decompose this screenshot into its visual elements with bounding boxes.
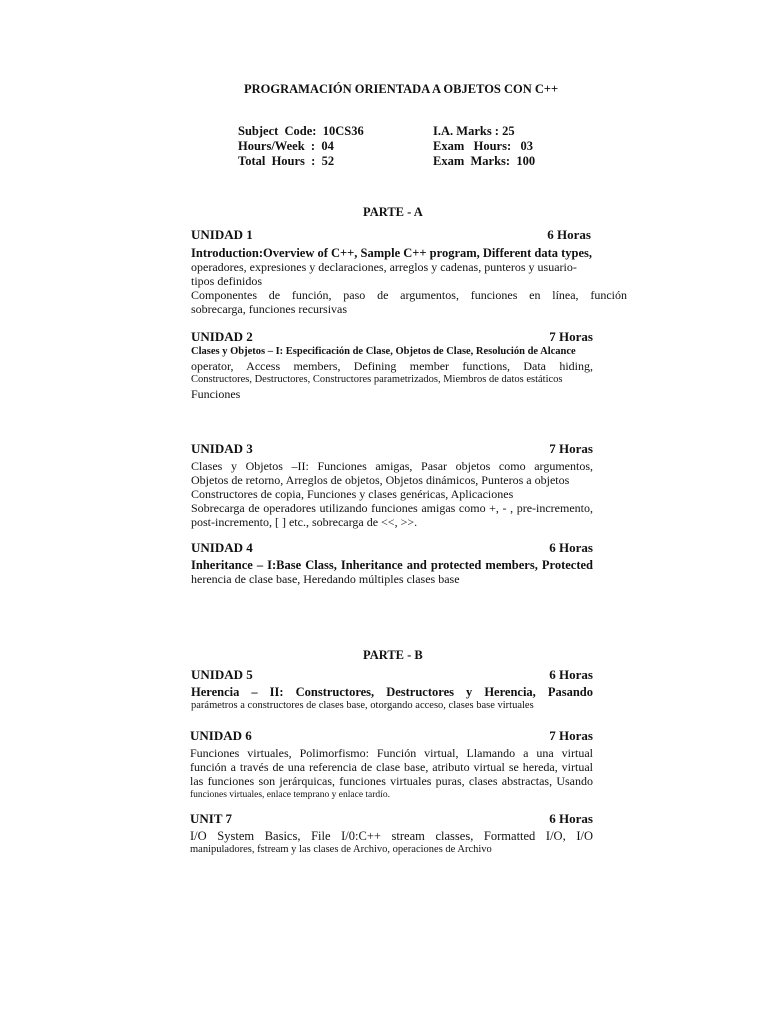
document-title: PROGRAMACIÓN ORIENTADA A OBJETOS CON C++: [244, 82, 559, 96]
unit-7: [190, 811, 593, 857]
exam-marks: Exam Marks: 100: [433, 154, 536, 168]
unit-header: [191, 540, 593, 558]
unit-line: Objetos de retorno, Arreglos de objetos, Objetos dinámicos, Punteros a objetos: [191, 473, 570, 487]
unit-header: [191, 227, 591, 245]
section-heading-part-a: PARTE - A: [363, 205, 423, 219]
unit-line: las funciones son jerárquicas, funciones virtuales puras, clases abstractas, Usando: [190, 774, 593, 788]
subject-code: Subject Code: 10CS36: [238, 124, 364, 138]
ia-marks: I.A. Marks : 25: [433, 124, 515, 138]
unit-line: Constructores, Destructores, Constructores parametrizados, Miembros de datos estáticos: [191, 374, 563, 385]
unit-line: tipos definidos: [191, 274, 262, 288]
unit-line: Introduction:Overview of C++, Sample C++ program, Different data types,: [191, 246, 593, 260]
unit-line: post-incremento, [ ] etc., sobrecarga de <<, >>.: [191, 515, 418, 529]
unit-title: UNIDAD 1: [191, 227, 253, 242]
course-info-right: [433, 124, 535, 169]
section-heading-part-b: PARTE - B: [363, 648, 423, 662]
unit-line: Inheritance – I:Base Class, Inheritance and protected members, Protected: [191, 558, 593, 572]
unit-line: Sobrecarga de operadores utilizando funciones amigas como +, - , pre-incremento,: [191, 501, 593, 515]
unit-header: [191, 667, 593, 685]
unit-line: Constructores de copia, Funciones y clases genéricas, Aplicaciones: [191, 487, 514, 501]
unit-line: Herencia – II: Constructores, Destructores y Herencia, Pasando: [191, 685, 593, 699]
unit-title: UNIDAD 3: [191, 441, 253, 456]
unit-hours: 7 Horas: [549, 441, 593, 456]
unit-header: [191, 329, 593, 347]
unit-line: manipuladores, fstream y las clases de Archivo, operaciones de Archivo: [190, 844, 492, 855]
unit-header: [190, 811, 593, 829]
unit-line: Funciones: [191, 387, 241, 401]
unit-line: herencia de clase base, Heredando múltiples clases base: [191, 572, 460, 586]
unit-line: sobrecarga, funciones recursivas: [191, 302, 348, 316]
unit-hours: 6 Horas: [549, 540, 593, 555]
unit-line: operator, Access members, Defining member functions, Data hiding,: [191, 359, 593, 373]
unit-title: UNIDAD 2: [191, 329, 253, 344]
unit-1: [191, 227, 627, 316]
unit-hours: 7 Horas: [549, 329, 593, 344]
hours-per-week: Hours/Week : 04: [238, 139, 334, 153]
unit-hours: 7 Horas: [549, 728, 593, 743]
unit-3: [191, 441, 593, 529]
unit-line: Clases y Objetos –II: Funciones amigas, Pasar objetos como argumentos,: [191, 459, 593, 473]
unit-hours: 6 Horas: [549, 667, 593, 682]
unit-line: Componentes de función, paso de argumentos, funciones en línea, función: [191, 288, 627, 302]
unit-4: [191, 540, 593, 586]
unit-title: UNIDAD 6: [190, 728, 252, 743]
unit-line: funciones virtuales, enlace temprano y enlace tardío.: [190, 790, 390, 800]
unit-line: Funciones virtuales, Polimorfismo: Función virtual, Llamando a una virtual: [190, 746, 593, 760]
unit-line: operadores, expresiones y declaraciones, arreglos y cadenas, punteros y usuario-: [191, 260, 577, 274]
unit-hours: 6 Horas: [549, 811, 593, 826]
exam-hours: Exam Hours: 03: [433, 139, 533, 153]
unit-header: [190, 728, 593, 746]
unit-title: UNIDAD 4: [191, 540, 253, 555]
unit-line: función a través de una referencia de clase base, atributo virtual se hereda, virtual: [190, 760, 593, 774]
unit-2: [191, 329, 593, 401]
unit-6: [190, 728, 593, 802]
unit-header: [191, 441, 593, 459]
unit-title: UNIDAD 5: [191, 667, 253, 682]
total-hours: Total Hours : 52: [238, 154, 335, 168]
unit-hours: 6 Horas: [547, 227, 591, 242]
unit-line: parámetros a constructores de clases base, otorgando acceso, clases base virtuales: [191, 700, 534, 711]
unit-line: Clases y Objetos – I: Especificación de Clase, Objetos de Clase, Resolución de Alcance: [191, 346, 576, 357]
unit-5: [191, 667, 593, 713]
course-info-left: [238, 124, 364, 169]
unit-line: I/O System Basics, File I/0:C++ stream classes, Formatted I/O, I/O: [190, 829, 593, 843]
unit-title: UNIT 7: [190, 811, 233, 826]
